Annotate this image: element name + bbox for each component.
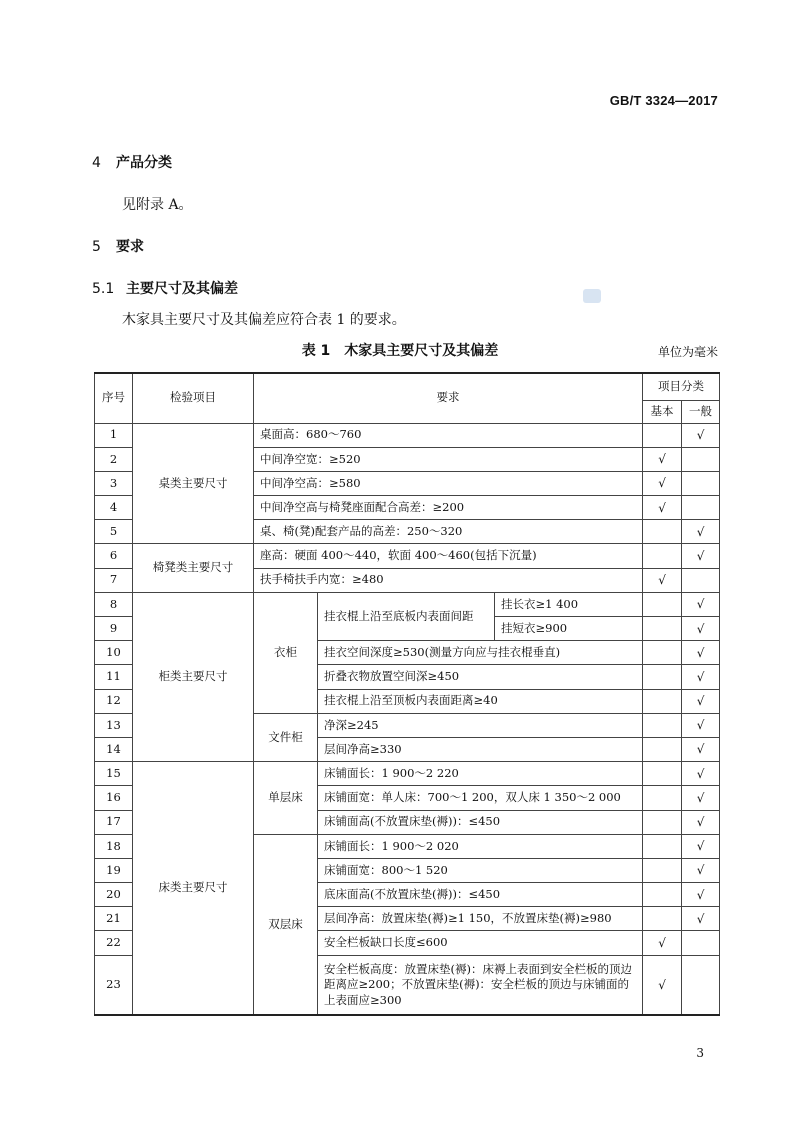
requirement-cell: 中间净空高：≥580 <box>254 471 643 495</box>
basic-mark <box>643 883 682 907</box>
seq-cell: 19 <box>95 858 133 882</box>
seq-cell: 4 <box>95 496 133 520</box>
general-mark: √ <box>682 520 720 544</box>
seq-cell: 6 <box>95 544 133 568</box>
basic-mark: √ <box>643 568 682 592</box>
table-header-row <box>95 373 720 400</box>
requirement-cell: 中间净空宽：≥520 <box>254 447 643 471</box>
basic-mark <box>643 423 682 447</box>
general-mark: √ <box>682 810 720 834</box>
basic-mark <box>643 762 682 786</box>
table-row <box>95 423 720 447</box>
general-mark <box>682 931 720 955</box>
requirement-cell: 床铺面宽：800～1 520 <box>318 858 643 882</box>
basic-mark <box>643 617 682 641</box>
general-mark: √ <box>682 786 720 810</box>
requirement-cell: 挂衣棍上沿至顶板内表面距离≥40 <box>318 689 643 713</box>
seq-cell: 16 <box>95 786 133 810</box>
requirement-cell: 安全栏板缺口长度≤600 <box>318 931 643 955</box>
requirement-cell: 挂长衣≥1 400 <box>495 592 643 616</box>
seq-cell: 22 <box>95 931 133 955</box>
seq-cell: 23 <box>95 955 133 1015</box>
general-mark: √ <box>682 592 720 616</box>
general-mark: √ <box>682 858 720 882</box>
basic-mark <box>643 737 682 761</box>
requirement-cell: 桌面高：680～760 <box>254 423 643 447</box>
standard-code: GB/T 3324—2017 <box>609 93 718 108</box>
seq-cell: 5 <box>95 520 133 544</box>
requirement-cell: 床铺面长：1 900～2 020 <box>318 834 643 858</box>
seq-cell: 20 <box>95 883 133 907</box>
group-cabinet: 柜类主要尺寸 <box>133 592 254 761</box>
seq-cell: 1 <box>95 423 133 447</box>
basic-mark <box>643 665 682 689</box>
section-5-1-heading <box>92 278 238 298</box>
subgroup-wardrobe: 衣柜 <box>254 592 318 713</box>
general-mark <box>682 955 720 1015</box>
basic-mark <box>643 689 682 713</box>
seq-cell: 10 <box>95 641 133 665</box>
general-mark: √ <box>682 423 720 447</box>
general-mark: √ <box>682 665 720 689</box>
requirement-cell: 挂短衣≥900 <box>495 617 643 641</box>
general-mark: √ <box>682 737 720 761</box>
requirement-cell: 中间净空高与椅凳座面配合高差：≥200 <box>254 496 643 520</box>
requirement-cell: 折叠衣物放置空间深≥450 <box>318 665 643 689</box>
unit-note: 单位为毫米 <box>657 345 718 359</box>
seq-cell: 12 <box>95 689 133 713</box>
table-row <box>95 544 720 568</box>
table-caption: 表 1 木家具主要尺寸及其偏差 <box>301 343 499 359</box>
general-mark: √ <box>682 544 720 568</box>
header-seq: 序号 <box>95 373 133 423</box>
header-general: 一般 <box>682 400 720 423</box>
header-requirement: 要求 <box>254 373 643 423</box>
requirement-cell: 挂衣空间深度≥530(测量方向应与挂衣棍垂直) <box>318 641 643 665</box>
general-mark <box>682 471 720 495</box>
section-4-heading <box>92 152 172 172</box>
general-mark <box>682 496 720 520</box>
seq-cell: 13 <box>95 713 133 737</box>
basic-mark: √ <box>643 955 682 1015</box>
table-row <box>95 592 720 616</box>
seq-cell: 14 <box>95 737 133 761</box>
subgroup-single-bed: 单层床 <box>254 762 318 835</box>
basic-mark <box>643 544 682 568</box>
basic-mark <box>643 907 682 931</box>
basic-mark <box>643 520 682 544</box>
basic-mark <box>643 786 682 810</box>
requirement-cell: 底床面高(不放置床垫(褥))：≤450 <box>318 883 643 907</box>
section-title: 要求 <box>116 239 144 255</box>
requirement-cell: 床铺面高(不放置床垫(褥))：≤450 <box>318 810 643 834</box>
basic-mark: √ <box>643 496 682 520</box>
page-number: 3 <box>696 1046 704 1060</box>
general-mark <box>682 568 720 592</box>
requirement-cell: 座高：硬面 400～440，软面 400～460(包括下沉量) <box>254 544 643 568</box>
section-5-heading <box>92 236 144 256</box>
section-title: 产品分类 <box>116 155 172 171</box>
general-mark: √ <box>682 907 720 931</box>
general-mark <box>682 447 720 471</box>
section-title: 主要尺寸及其偏差 <box>126 281 238 297</box>
group-chair: 椅凳类主要尺寸 <box>133 544 254 592</box>
general-mark: √ <box>682 689 720 713</box>
requirement-cell: 扶手椅扶手内宽：≥480 <box>254 568 643 592</box>
seq-cell: 17 <box>95 810 133 834</box>
requirement-cell: 床铺面长：1 900～2 220 <box>318 762 643 786</box>
seq-cell: 7 <box>95 568 133 592</box>
seq-cell: 3 <box>95 471 133 495</box>
basic-mark <box>643 641 682 665</box>
group-bed: 床类主要尺寸 <box>133 762 254 1016</box>
basic-mark: √ <box>643 931 682 955</box>
watermark-logo <box>583 289 601 303</box>
requirement-cell: 净深≥245 <box>318 713 643 737</box>
dimensions-table <box>94 372 720 1016</box>
basic-mark: √ <box>643 471 682 495</box>
basic-mark <box>643 834 682 858</box>
header-category: 项目分类 <box>643 373 720 400</box>
general-mark: √ <box>682 834 720 858</box>
requirement-cell: 床铺面宽：单人床：700～1 200，双人床 1 350～2 000 <box>318 786 643 810</box>
seq-cell: 15 <box>95 762 133 786</box>
general-mark: √ <box>682 617 720 641</box>
requirement-cell: 桌、椅(凳)配套产品的高差：250～320 <box>254 520 643 544</box>
general-mark: √ <box>682 762 720 786</box>
basic-mark: √ <box>643 447 682 471</box>
seq-cell: 11 <box>95 665 133 689</box>
requirement-cell: 层间净高：放置床垫(褥)≥1 150，不放置床垫(褥)≥980 <box>318 907 643 931</box>
section-number: 4 <box>92 155 101 171</box>
seq-cell: 9 <box>95 617 133 641</box>
header-basic: 基本 <box>643 400 682 423</box>
seq-cell: 21 <box>95 907 133 931</box>
requirement-cell: 层间净高≥330 <box>318 737 643 761</box>
general-mark: √ <box>682 713 720 737</box>
basic-mark <box>643 810 682 834</box>
section-5-1-body: 木家具主要尺寸及其偏差应符合表 1 的要求。 <box>122 312 406 328</box>
seq-cell: 2 <box>95 447 133 471</box>
subgroup-bunk-bed: 双层床 <box>254 834 318 1015</box>
hanging-rod-label: 挂衣棍上沿至底板内表面间距 <box>318 592 495 640</box>
general-mark: √ <box>682 883 720 907</box>
seq-cell: 8 <box>95 592 133 616</box>
basic-mark <box>643 713 682 737</box>
subgroup-file-cabinet: 文件柜 <box>254 713 318 761</box>
table-row <box>95 762 720 786</box>
basic-mark <box>643 858 682 882</box>
general-mark: √ <box>682 641 720 665</box>
requirement-cell: 安全栏板高度：放置床垫(褥)：床褥上表面到安全栏板的顶边距离应≥200；不放置床垫(褥)：安全栏板的顶边与床铺面的上表面应≥300 <box>318 955 643 1015</box>
group-desk: 桌类主要尺寸 <box>133 423 254 544</box>
seq-cell: 18 <box>95 834 133 858</box>
section-4-body: 见附录 A。 <box>122 197 193 213</box>
section-number: 5 <box>92 239 101 255</box>
basic-mark <box>643 592 682 616</box>
section-number: 5.1 <box>92 281 115 297</box>
header-item: 检验项目 <box>133 373 254 423</box>
